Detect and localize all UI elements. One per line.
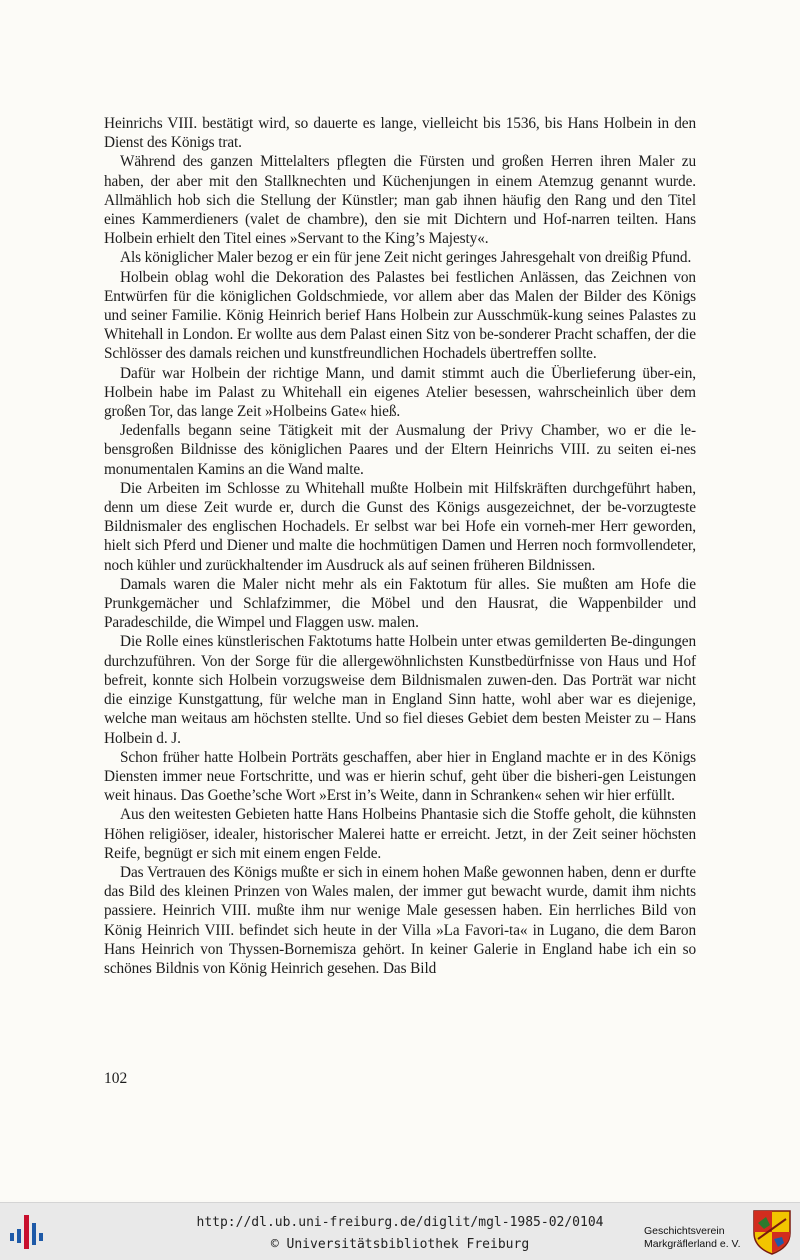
paragraph: Die Rolle eines künstlerischen Faktotums hatte Holbein unter etwas gemilderten Be-dingungen durchzuführen. Von der Sorge für die allergewöhnlichsten Kunstbedürfnisse von Haus und Hof befreit, konnte sich Holbein vorzugsweise dem Bildnismalen zuwen-den. Das Porträt war nicht die einzige Kunstgattung, für welche man in England Sinn hatte, wohl aber war es diejenige, welche man weitaus am höchsten stellte. Und so fiel dieses Gebiet dem besten Meister zu – Hans Holbein d. J. xyxy=(104,633,696,747)
coat-of-arms-icon[interactable] xyxy=(752,1209,792,1255)
body-text xyxy=(104,114,696,978)
viewer-footer xyxy=(0,1202,800,1260)
society-name xyxy=(644,1225,752,1251)
society-line1: Geschichtsverein xyxy=(644,1225,725,1237)
society-line2: Markgräflerland e. V. xyxy=(644,1238,741,1250)
paragraph: Dafür war Holbein der richtige Mann, und damit stimmt auch die Überlieferung über-ein, Holbein habe im Palast zu Whitehall ein eigenes Atelier besessen, wahrscheinlich über dem großen Tor, das lange Zeit »Holbeins Gate« hieß. xyxy=(104,364,696,421)
paragraph: Während des ganzen Mittelalters pflegten die Fürsten und großen Herren ihren Maler zu haben, der aber mit den Stallknechten und Küchenjungen in einem Atemzug genannt wurde. Allmählich hob sich die Stellung der Künstler; man gab ihnen häufig den Rang und den Titel eines Kammerdieners (valet de chambre), den sie mit Dichtern und Hof-narren teilten. Hans Holbein erhielt den Titel eines »Servant to the King’s Majesty«. xyxy=(104,153,696,248)
paragraph: Als königlicher Maler bezog er ein für jene Zeit nicht geringes Jahresgehalt von dreißig Pfund. xyxy=(120,249,692,267)
document-url-link[interactable]: http://dl.ub.uni-freiburg.de/diglit/mgl-1985-02/0104 xyxy=(196,1215,604,1230)
paragraph: Heinrichs VIII. bestätigt wird, so dauerte es lange, vielleicht bis 1536, bis Hans Holbein in den Dienst des Königs trat. xyxy=(104,115,696,152)
paragraph: Das Vertrauen des Königs mußte er sich in einem hohen Maße gewonnen haben, denn er durfte das Bild des kleinen Prinzen von Wales malen, der immer gut bewacht wurde, damit ihm nichts passiere. Heinrich VIII. mußte ihm nur wenige Male gesessen haben. Ein herrliches Bild von König Heinrich VIII. befindet sich heute in der Villa »La Favori-ta« in Lugano, die dem Baron Hans Heinrich von Thyssen-Bornemisza gehört. In keiner Galerie in England habe ich ein so schönes Bildnis von König Heinrich gesehen. Das Bild xyxy=(104,863,696,977)
paragraph: Holbein oblag wohl die Dekoration des Palastes bei festlichen Anlässen, das Zeichnen von Entwürfen für die königlichen Goldschmiede, vor allem aber das Malen der Bilder des Königs und seiner Familie. König Heinrich berief Hans Holbein zur Ausschmük-kung seines Palastes zu Whitehall in London. Er wollte aus dem Palast einen Sitz von be-sonderer Pracht schaffen, der die Schlösser des damals reichen und kunstfreundlichen Hochadels übertreffen sollte. xyxy=(104,268,696,363)
page-number: 102 xyxy=(104,1070,128,1087)
paragraph: Damals waren die Maler nicht mehr als ein Faktotum für alles. Sie mußten am Hofe die Prunkgemächer und Schlafzimmer, die Möbel und den Hausrat, die Wappenbilder und Paradeschilde, die Wimpel und Flaggen usw. malen. xyxy=(104,575,696,632)
paragraph: Schon früher hatte Holbein Porträts geschaffen, aber hier in England machte er in des Königs Diensten immer neue Fortschritte, und was er hierin schuf, geht über die bisheri-gen Leistungen weit hinaus. Das Goethe’sche Wort »Erst in’s Weite, dann in Schranken« sehen wir hier erfüllt. xyxy=(104,748,696,805)
paragraph: Jedenfalls begann seine Tätigkeit mit der Ausmalung der Privy Chamber, wo er die le-bensgroßen Bildnisse des königlichen Paares und der Eltern Heinrichs VIII. zu seiten ei-nes monumentalen Kamins an die Wand malte. xyxy=(104,422,696,478)
paragraph: Die Arbeiten im Schlosse zu Whitehall mußte Holbein mit Hilfskräften durchgeführt haben, denn um diese Zeit wurde er, durch die Gunst des Königs ausgezeichnet, der be-vorzugteste Bildnismaler des englischen Hochadels. Er selbst war bei Hofe ein vorneh-mer Herr geworden, hielt sich Pferd und Diener und malte die hochmütigen Damen und Herren noch formvollendeter, noch kühler und zurückhaltender im Ausdruck als auf seinen früheren Bildnissen. xyxy=(104,479,696,574)
copyright-text: © Universitätsbibliothek Freiburg xyxy=(270,1237,530,1252)
paragraph: Aus den weitesten Gebieten hatte Hans Holbeins Phantasie sich die Stoffe geholt, die kühnsten Höhen religiöser, idealer, historischer Malerei hatte er erreicht. Jetzt, in der Zeit seiner höchsten Reife, begnügt er sich mit einem engen Felde. xyxy=(104,806,696,862)
